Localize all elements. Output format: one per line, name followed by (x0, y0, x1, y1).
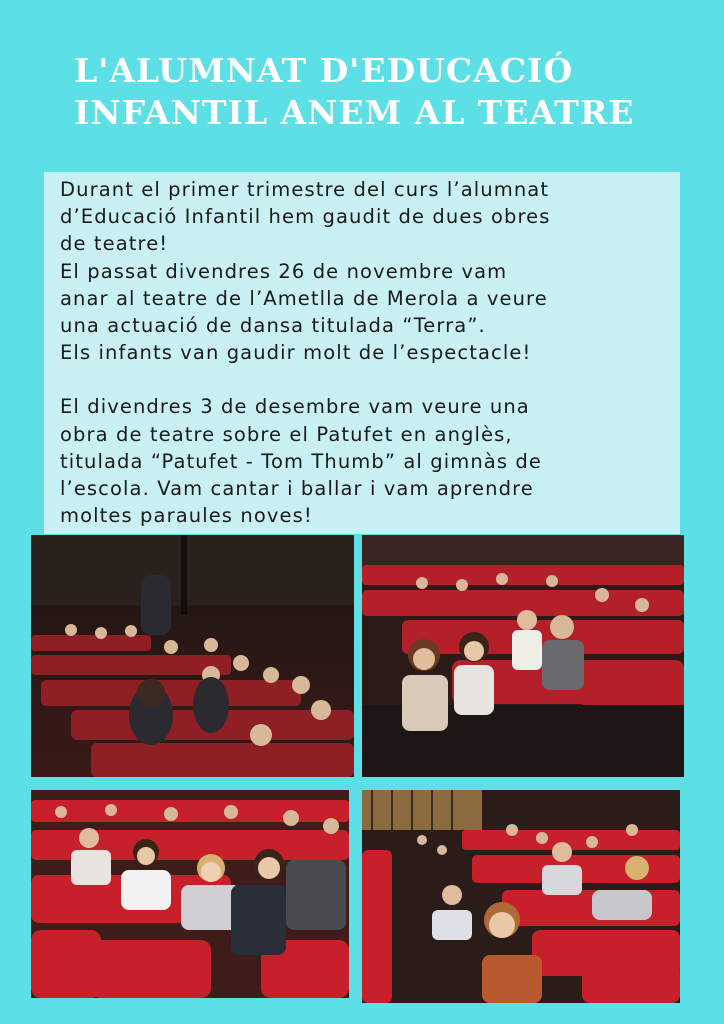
body-line: anar al teatre de l’Ametlla de Merola a veure (60, 286, 548, 310)
photo-audience-side-view (362, 790, 680, 1003)
title-line-2: INFANTIL ANEM AL TEATRE (74, 93, 635, 132)
photo-children-front-row (31, 790, 349, 998)
body-line: de teatre! (60, 232, 169, 256)
body-line: l’escola. Vam cantar i ballar i vam aprendre (60, 477, 534, 501)
body-line: una actuació de dansa titulada “Terra”. (60, 314, 486, 338)
photo-theatre-audience-dark (31, 535, 354, 777)
article-body (60, 176, 675, 529)
body-line: El passat divendres 26 de novembre vam (60, 259, 508, 283)
body-line: El divendres 3 de desembre vam veure una (60, 395, 530, 419)
body-line: obra de teatre sobre el Patufet en anglès, (60, 422, 513, 446)
body-line: titulada “Patufet - Tom Thumb” al gimnàs de (60, 449, 542, 473)
body-line: Els infants van gaudir molt de l’espectacle! (60, 341, 532, 365)
photo-children-red-seats (362, 535, 684, 777)
page-title (74, 50, 694, 134)
body-line: moltes paraules noves! (60, 504, 313, 528)
title-line-1: L'ALUMNAT D'EDUCACIÓ (74, 51, 574, 90)
body-line: Durant el primer trimestre del curs l’alumnat (60, 178, 550, 201)
body-line: d’Educació Infantil hem gaudit de dues obres (60, 205, 551, 229)
